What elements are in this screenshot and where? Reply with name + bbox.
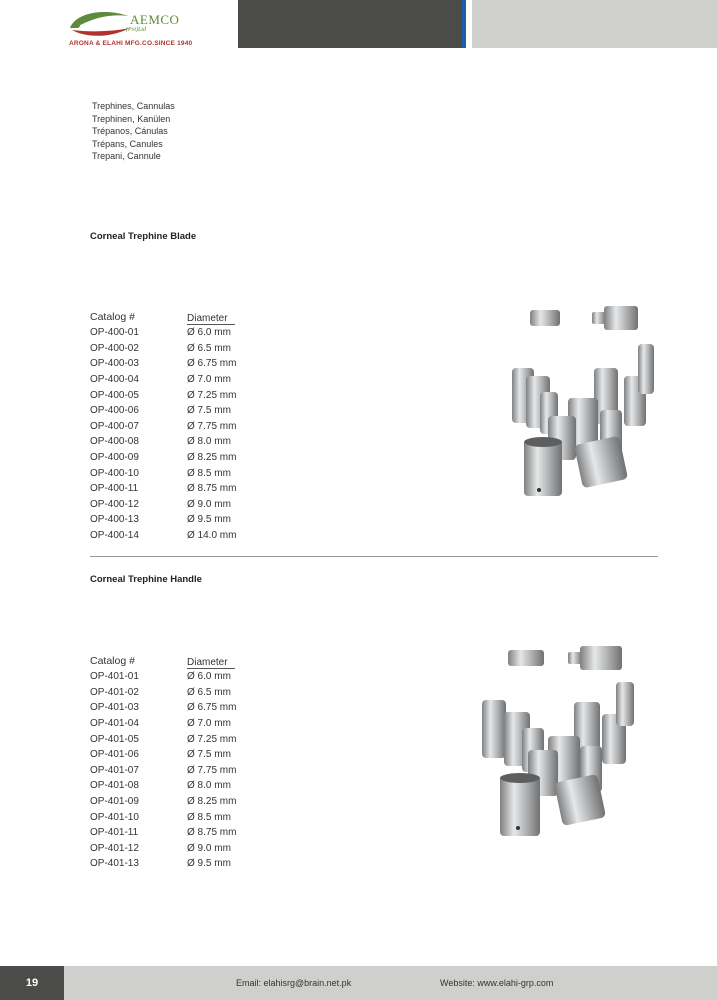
table-row (90, 841, 267, 857)
intro-line: Trépanos, Cánulas (92, 126, 168, 137)
diameter-value: Ø 7.25 mm (187, 733, 237, 745)
table-row (90, 372, 267, 388)
catalog-number: OP-400-13 (90, 514, 139, 526)
diameter-value: Ø 6.0 mm (187, 327, 231, 339)
catalog-number: OP-401-01 (90, 671, 139, 683)
diameter-value: Ø 8.75 mm (187, 483, 237, 495)
section-title-handle: Corneal Trephine Handle (90, 574, 202, 585)
col-catalog-header: Catalog # (90, 311, 135, 323)
table-row (90, 747, 267, 763)
diameter-value: Ø 7.5 mm (187, 405, 231, 417)
diameter-value: Ø 7.0 mm (187, 374, 231, 386)
table-row (90, 481, 267, 497)
diameter-value: Ø 9.0 mm (187, 498, 231, 510)
catalog-number: OP-400-12 (90, 498, 139, 510)
diameter-value: Ø 8.0 mm (187, 780, 231, 792)
catalog-number: OP-400-11 (90, 483, 139, 495)
catalog-number: OP-401-04 (90, 718, 139, 730)
catalog-number: OP-401-02 (90, 686, 139, 698)
diameter-value: Ø 8.75 mm (187, 827, 237, 839)
col-diameter-header: Diameter (187, 311, 235, 325)
catalog-number: OP-400-14 (90, 530, 139, 542)
footer-website: Website: www.elahi-grp.com (440, 978, 554, 988)
catalog-number: OP-400-08 (90, 436, 139, 448)
table-row (90, 403, 267, 419)
catalog-number: OP-400-09 (90, 452, 139, 464)
catalog-number: OP-401-08 (90, 780, 139, 792)
table-row (90, 356, 267, 372)
catalog-number: OP-400-06 (90, 405, 139, 417)
diameter-value: Ø 7.75 mm (187, 420, 237, 432)
table-row (90, 716, 267, 732)
brand-sub: (Pvt)Ltd (126, 27, 146, 33)
table-row (90, 669, 267, 685)
diameter-value: Ø 8.25 mm (187, 796, 237, 808)
diameter-value: Ø 6.5 mm (187, 342, 231, 354)
catalog-number: OP-400-03 (90, 358, 139, 370)
table-row (90, 685, 267, 701)
diameter-value: Ø 9.5 mm (187, 514, 231, 526)
diameter-value: Ø 6.75 mm (187, 702, 237, 714)
header-light-block (472, 0, 717, 48)
brand-name: AEMCO (130, 12, 180, 27)
catalog-number: OP-401-06 (90, 749, 139, 761)
table-row (90, 809, 267, 825)
intro-line: Trepani, Cannule (92, 151, 161, 162)
table-header (90, 655, 267, 669)
table-row (90, 856, 267, 872)
table-row (90, 465, 267, 481)
catalog-number: OP-401-05 (90, 733, 139, 745)
table-row (90, 497, 267, 513)
col-diameter-header: Diameter (187, 655, 235, 669)
table-row (90, 528, 267, 544)
catalog-number: OP-401-09 (90, 796, 139, 808)
catalog-number: OP-401-07 (90, 764, 139, 776)
table-row (90, 450, 267, 466)
catalog-number: OP-400-01 (90, 327, 139, 339)
intro-line: Trephines, Cannulas (92, 101, 175, 111)
brand-tagline: ARONA & ELAHI MFG.CO.SINCE 1940 (69, 40, 193, 47)
intro-list (92, 100, 175, 163)
diameter-value: Ø 8.25 mm (187, 452, 237, 464)
intro-line: Trépans, Canules (92, 138, 163, 149)
table-row (90, 731, 267, 747)
catalog-number: OP-400-05 (90, 389, 139, 401)
table-row (90, 387, 267, 403)
catalog-number: OP-401-11 (90, 827, 139, 839)
diameter-value: Ø 6.0 mm (187, 671, 231, 683)
table-row (90, 778, 267, 794)
diameter-value: Ø 8.5 mm (187, 811, 231, 823)
catalog-number: OP-400-04 (90, 374, 139, 386)
catalog-number: OP-401-10 (90, 811, 139, 823)
table-row (90, 763, 267, 779)
footer-email: Email: elahisrg@brain.net.pk (236, 978, 352, 988)
diameter-value: Ø 7.5 mm (187, 749, 231, 761)
table-row (90, 825, 267, 841)
table-row (90, 434, 267, 450)
diameter-value: Ø 9.0 mm (187, 842, 231, 854)
table-row (90, 794, 267, 810)
diameter-value: Ø 6.5 mm (187, 686, 231, 698)
diameter-value: Ø 7.75 mm (187, 764, 237, 776)
header-dark-block (238, 0, 462, 48)
catalog-table-blade (90, 311, 267, 543)
diameter-value: Ø 7.25 mm (187, 389, 237, 401)
section-divider (90, 556, 658, 557)
diameter-value: Ø 7.0 mm (187, 718, 231, 730)
table-row (90, 419, 267, 435)
intro-line: Trephinen, Kanülen (92, 113, 171, 124)
diameter-value: Ø 6.75 mm (187, 358, 237, 370)
page-number: 19 (0, 966, 64, 1000)
catalog-number: OP-400-10 (90, 467, 139, 479)
col-catalog-header: Catalog # (90, 655, 135, 667)
catalog-number: OP-400-02 (90, 342, 139, 354)
catalog-number: OP-401-03 (90, 702, 139, 714)
section-title-blade: Corneal Trephine Blade (90, 231, 197, 242)
diameter-value: Ø 8.5 mm (187, 467, 231, 479)
footer-bar (64, 966, 717, 1000)
catalog-number: OP-401-12 (90, 842, 139, 854)
trephine-handle-photo (482, 642, 642, 847)
diameter-value: Ø 14.0 mm (187, 530, 237, 542)
diameter-value: Ø 9.5 mm (187, 858, 231, 870)
trephine-blade-photo (512, 300, 662, 505)
catalog-table-handle (90, 655, 267, 872)
table-row (90, 325, 267, 341)
table-row (90, 512, 267, 528)
table-row (90, 700, 267, 716)
diameter-value: Ø 8.0 mm (187, 436, 231, 448)
catalog-number: OP-400-07 (90, 420, 139, 432)
table-row (90, 341, 267, 357)
table-header (90, 311, 267, 325)
catalog-number: OP-401-13 (90, 858, 139, 870)
